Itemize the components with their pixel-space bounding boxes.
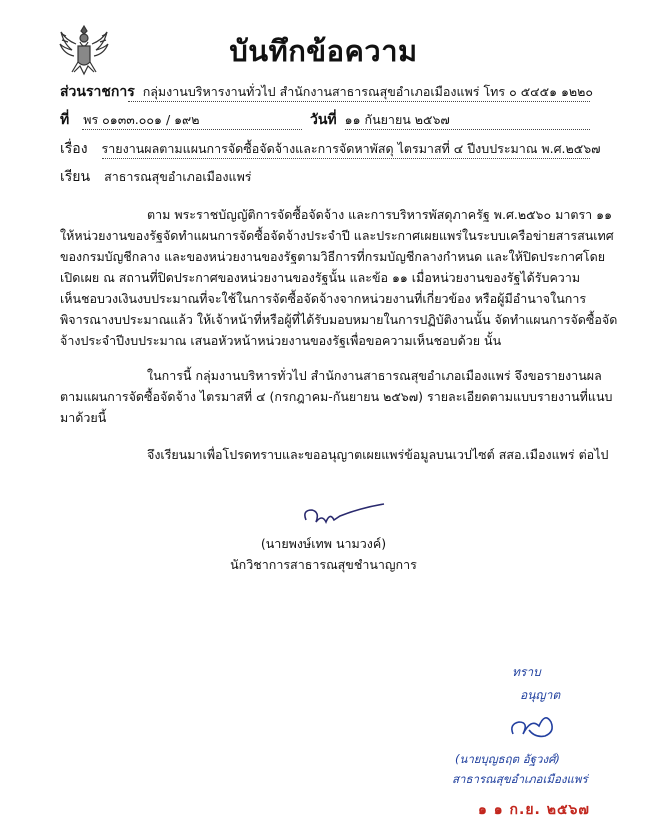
signer-name: (นายพงษ์เทพ นามวงค์) bbox=[260, 536, 387, 551]
ref-value: พร ๐๑๓๓.๐๐๑ / ๑๙๒ bbox=[83, 112, 200, 127]
subject-label: เรื่อง bbox=[60, 141, 88, 157]
subject-value: รายงานผลตามแผนการจัดซื้อจัดจ้างและการจัดหาพัสดุ ไตรมาสที่ ๔ ปีงบประมาณ พ.ศ.๒๕๖๗ bbox=[101, 141, 601, 156]
para1-line: เห็นชอบวงเงินงบประมาณที่จะใช้ในการจัดซื้อจัดจ้างจากหน่วยงานที่เกี่ยวข้อง หรือผู้มีอำนาจในการ bbox=[60, 291, 587, 306]
date-value: ๑๑ กันยายน ๒๕๖๗ bbox=[344, 112, 450, 127]
memo-title: บันทึกข้อความ bbox=[229, 34, 418, 68]
approver-name: (นายบุญธฤต อัฐวงศ์) bbox=[455, 752, 560, 766]
to-value: สาธารณสุขอำเภอเมืองแพร่ bbox=[104, 169, 252, 184]
approval-note-permitted: อนุญาต bbox=[520, 688, 561, 702]
signer-position: นักวิชาการสาธารณสุขชำนาญการ bbox=[230, 557, 417, 572]
date-row bbox=[310, 112, 450, 128]
approval-note-acknowledged: ทราบ bbox=[512, 665, 541, 679]
para1-line: ให้หน่วยงานของรัฐจัดทำแผนการจัดซื้อจัดจ้างประจำปี และประกาศเผยแพร่ในระบบเครือข่ายสารสนเทศ bbox=[60, 228, 614, 243]
approver-signature bbox=[505, 708, 565, 744]
agency-row bbox=[60, 84, 593, 100]
approver-position: สาธารณสุขอำเภอเมืองแพร่ bbox=[452, 772, 588, 786]
to-label: เรียน bbox=[60, 169, 91, 185]
subject-row bbox=[60, 141, 601, 157]
ref-row bbox=[60, 112, 199, 128]
date-dotline bbox=[345, 129, 590, 130]
ref-dotline bbox=[82, 129, 302, 130]
para2-line: มาด้วยนี้ bbox=[60, 410, 107, 425]
date-label: วันที่ bbox=[310, 112, 337, 128]
approval-date-stamp: ๑ ๑ ก.ย. ๒๕๖๗ bbox=[478, 802, 590, 818]
to-row bbox=[60, 169, 252, 185]
para1-line: พิจารณางบประมาณแล้ว ให้เจ้าหน้าที่หรือผู้ที่ได้รับมอบหมายในการปฏิบัติงานนั้น จัดทำแผนการจัดซื้อจัด bbox=[60, 312, 618, 327]
agency-value: กลุ่มงานบริหารงานทั่วไป สำนักงานสาธารณสุขอำเภอเมืองแพร่ โทร ๐ ๕๔๕๑ ๑๒๒๐ bbox=[142, 84, 594, 99]
para1-line: เปิดเผย ณ สถานที่ปิดประกาศของหน่วยงานของรัฐนั้น และข้อ ๑๑ เมื่อหน่วยงานของรัฐได้รับความ bbox=[60, 270, 581, 285]
para1-line: จ้างประจำปีงบประมาณ เสนอหัวหน้าหน่วยงานของรัฐเพื่อขอความเห็นชอบด้วย นั้น bbox=[60, 333, 502, 348]
signer-signature bbox=[300, 500, 390, 534]
para2-line: ในการนี้ กลุ่มงานบริหารทั่วไป สำนักงานสาธารณสุขอำเภอเมืองแพร่ จึงขอรายงานผล bbox=[147, 368, 602, 383]
agency-label: ส่วนราชการ bbox=[60, 84, 135, 100]
agency-dotline bbox=[128, 101, 590, 102]
para1-line: ตาม พระราชบัญญัติการจัดซื้อจัดจ้าง และการบริหารพัสดุภาครัฐ พ.ศ.๒๕๖๐ มาตรา ๑๑ bbox=[147, 207, 613, 222]
closing-line: จึงเรียนมาเพื่อโปรดทราบและขออนุญาตเผยแพร่ข้อมูลบนเวปไซต์ สสอ.เมืองแพร่ ต่อไป bbox=[147, 447, 609, 462]
para2-line: ตามแผนการจัดซื้อจัดจ้าง ไตรมาสที่ ๔ (กรกฎาคม-กันยายน ๒๕๖๗) รายละเอียดตามแบบรายงานที่แนบ bbox=[60, 389, 613, 404]
subject-dotline bbox=[102, 158, 590, 159]
para1-line: ของกรมบัญชีกลาง และของหน่วยงานของรัฐตามวิธีการที่กรมบัญชีกลางกำหนด และให้ปิดประกาศโดย bbox=[60, 249, 606, 264]
ref-label: ที่ bbox=[60, 112, 70, 128]
